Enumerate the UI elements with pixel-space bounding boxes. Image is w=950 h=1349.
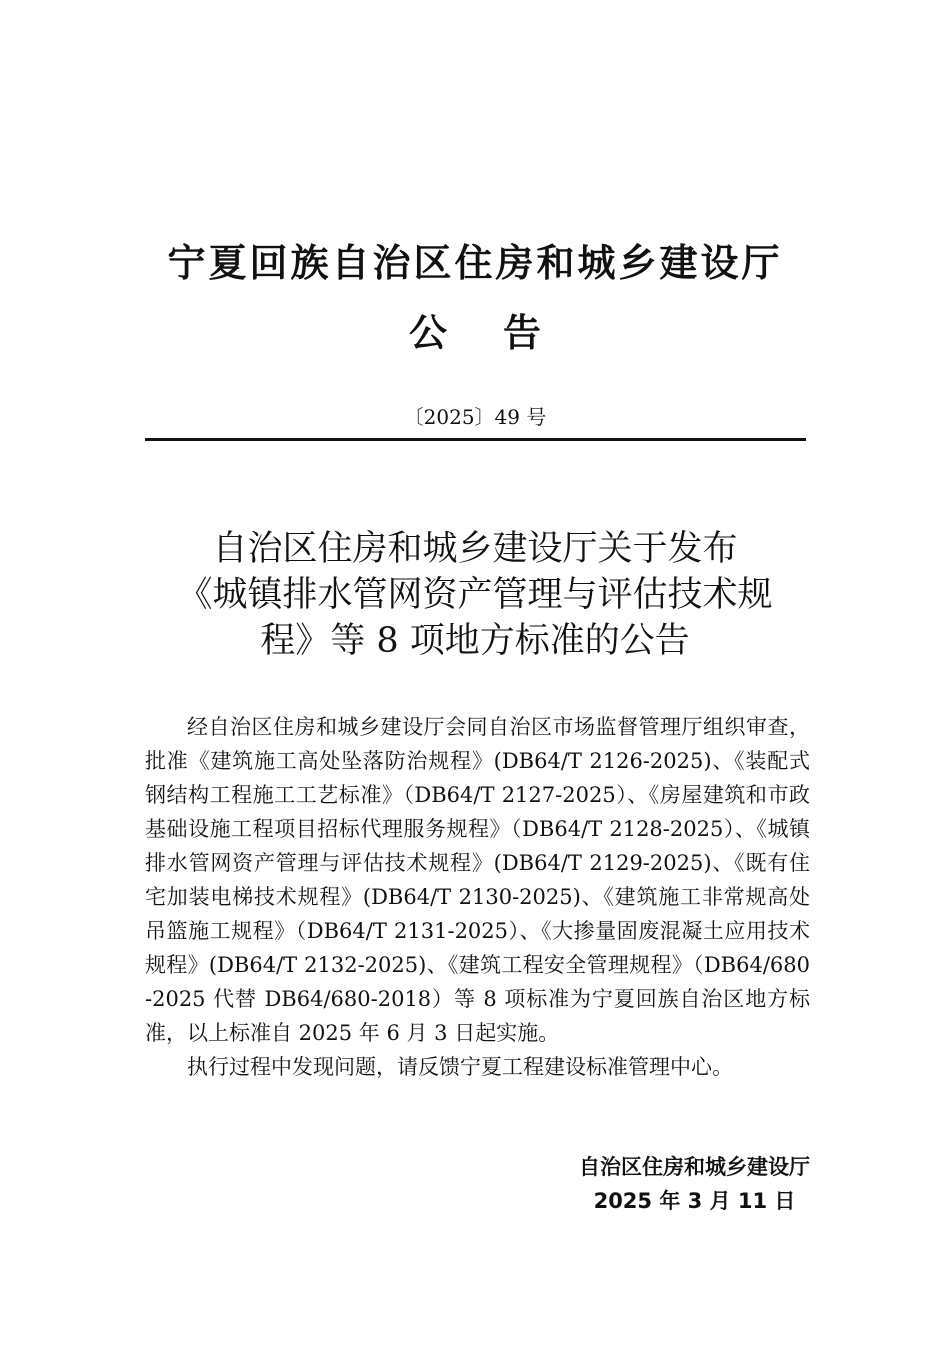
notice-label: 公告 — [408, 311, 597, 355]
issue-date: 2025 年 3 月 11 日 — [593, 1189, 796, 1213]
announcement-headline — [140, 526, 810, 664]
header-divider — [145, 438, 806, 441]
headline-line-2: 《城镇排水管网资产管理与评估技术规 — [177, 575, 773, 615]
signature-block — [579, 1150, 810, 1218]
agency-title: 宁夏回族自治区住房和城乡建设厅 — [167, 241, 783, 285]
headline-line-3: 程》等 8 项地方标准的公告 — [260, 621, 690, 661]
document-number: 〔2025〕49 号 — [403, 405, 547, 429]
issuer-name: 自治区住房和城乡建设厅 — [579, 1155, 810, 1179]
announcement-body — [145, 710, 810, 1084]
headline-line-1: 自治区住房和城乡建设厅关于发布 — [212, 529, 738, 569]
body-paragraph-approval: 经自治区住房和城乡建设厅会同自治区市场监督管理厅组织审查，批准《建筑施工高处坠落防治规程》(DB64/T 2126-2025)、《装配式钢结构工程施工工艺标准》（DB64/T 2127-2025）、《房屋建筑和市政基础设施工程项目招标代理服务规程》（DB64/T 2128-2025）、《城镇排水管网资产管理与评估技术规程》(DB64/T 2129-2025)、《既有住宅加装电梯技术规程》(DB64/T 2130-2025)、《建筑施工非常规高处吊篮施工规程》（DB64/T 2131-2025）、《大掺量固废混凝土应用技术规程》(DB64/T 2132-2025)、《建筑工程安全管理规程》（DB64/680-2025 代替 DB64/680-2018）等 8 项标准为宁夏回族自治区地方标准，以上标准自 2025 年 6 月 3 日起实施。 — [145, 715, 810, 1045]
body-paragraph-feedback: 执行过程中发现问题，请反馈宁夏工程建设标准管理中心。 — [187, 1055, 733, 1079]
